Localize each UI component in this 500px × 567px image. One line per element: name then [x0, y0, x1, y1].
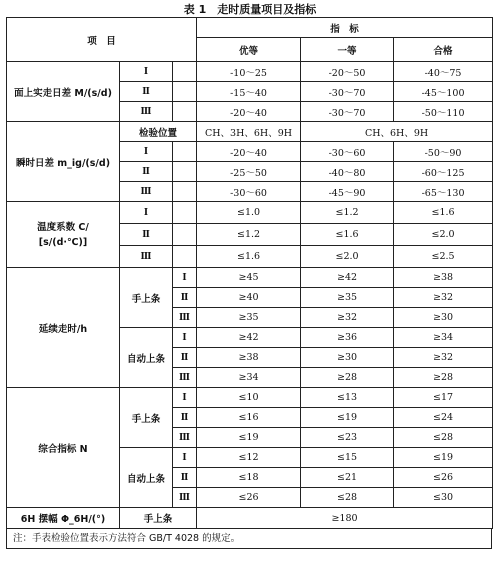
table-cell: ≤1.6	[301, 224, 394, 246]
header-item: 项 目	[7, 18, 197, 62]
position-rest: CH、6H、9H	[301, 122, 493, 142]
table-cell: ≥42	[197, 328, 301, 348]
grade-label: Ⅰ	[173, 328, 197, 348]
table-cell: -20～50	[301, 62, 394, 82]
table-title: 表 1 走时质量项目及指标	[183, 3, 317, 16]
table-cell: ≥32	[394, 288, 493, 308]
quality-table	[6, 17, 493, 529]
table-cell: -45～90	[301, 182, 394, 202]
overall-index-label: 综合指标 N	[7, 388, 120, 508]
grade-label: Ⅱ	[173, 408, 197, 428]
grade-label: Ⅱ	[120, 162, 173, 182]
table-cell: -30～60	[301, 142, 394, 162]
table-cell: ≥35	[197, 308, 301, 328]
table-cell: ≤1.0	[197, 202, 301, 224]
manual-winding-label: 手上条	[120, 388, 173, 448]
table-cell: ≤30	[394, 488, 493, 508]
table-cell: ≥45	[197, 268, 301, 288]
table-cell: ≥32	[394, 348, 493, 368]
manual-winding-label: 手上条	[120, 268, 173, 328]
table-row	[7, 62, 493, 82]
temperature-label-line2: [s/(d·℃)]	[38, 236, 88, 248]
table-cell: -60～125	[394, 162, 493, 182]
table-cell: ≥35	[301, 288, 394, 308]
table-cell: ≥28	[394, 368, 493, 388]
table-cell: -40～75	[394, 62, 493, 82]
table-cell: ≥38	[394, 268, 493, 288]
table-cell: ≤13	[301, 388, 394, 408]
blank-cell	[173, 162, 197, 182]
table-cell: ≤2.5	[394, 246, 493, 268]
temperature-label-line1: 温度系数 C/	[37, 221, 89, 233]
grade-label: Ⅰ	[120, 62, 173, 82]
table-cell: ≤15	[301, 448, 394, 468]
table-cell: ≤18	[197, 468, 301, 488]
table-cell: ≤1.6	[197, 246, 301, 268]
table-cell: -30～70	[301, 102, 394, 122]
blank-cell	[173, 82, 197, 102]
grade-label: Ⅱ	[120, 82, 173, 102]
amplitude-label: 6H 摆幅 Φ_6H/(°)	[7, 508, 120, 529]
table-cell: -20～40	[197, 142, 301, 162]
table-cell: ≥30	[301, 348, 394, 368]
grade-label: Ⅲ	[173, 368, 197, 388]
grade-label: Ⅱ	[173, 288, 197, 308]
power-reserve-label: 延续走时/h	[7, 268, 120, 388]
table-cell: -50～110	[394, 102, 493, 122]
table-cell: -50～90	[394, 142, 493, 162]
position-label: 检验位置	[120, 122, 197, 142]
grade-label: Ⅱ	[173, 468, 197, 488]
table-cell: ≥38	[197, 348, 301, 368]
blank-cell	[173, 246, 197, 268]
grade-label: Ⅲ	[120, 102, 173, 122]
grade-label: Ⅲ	[173, 488, 197, 508]
table-cell: ≤2.0	[301, 246, 394, 268]
table-cell: ≤1.2	[197, 224, 301, 246]
table-cell: ≥30	[394, 308, 493, 328]
table-cell: ≤19	[197, 428, 301, 448]
table-cell: ≥40	[197, 288, 301, 308]
grade-label: Ⅰ	[173, 448, 197, 468]
instant-rate-label: 瞬时日差 m_ig/(s/d)	[7, 122, 120, 202]
table-cell: ≥28	[301, 368, 394, 388]
grade-label: Ⅰ	[120, 202, 173, 224]
table-cell: ≤28	[394, 428, 493, 448]
table-row	[7, 388, 493, 408]
table-cell: ≤1.2	[301, 202, 394, 224]
daily-rate-label: 面上实走日差 M/(s/d)	[7, 62, 120, 122]
table-cell: ≤12	[197, 448, 301, 468]
blank-cell	[173, 62, 197, 82]
table-cell: ≤23	[301, 428, 394, 448]
auto-winding-label: 自动上条	[120, 448, 173, 508]
table-cell: ≥34	[394, 328, 493, 348]
grade-label: Ⅲ	[173, 308, 197, 328]
table-cell: ≤24	[394, 408, 493, 428]
blank-cell	[173, 182, 197, 202]
grade-label: Ⅲ	[173, 428, 197, 448]
header-row	[7, 18, 493, 38]
grade-label: Ⅲ	[120, 182, 173, 202]
table-row	[7, 268, 493, 288]
table-row	[7, 122, 493, 142]
blank-cell	[173, 102, 197, 122]
grade-label: Ⅰ	[120, 142, 173, 162]
table-cell: -15～40	[197, 82, 301, 102]
table-cell: -10～25	[197, 62, 301, 82]
table-row	[7, 202, 493, 224]
table-cell: ≥32	[301, 308, 394, 328]
table-cell: ≤16	[197, 408, 301, 428]
table-cell: ≥42	[301, 268, 394, 288]
grade-label: Ⅲ	[120, 246, 173, 268]
table-cell: ≥36	[301, 328, 394, 348]
amplitude-value: ≥180	[197, 508, 493, 529]
table-cell: -30～70	[301, 82, 394, 102]
table-cell: ≥34	[197, 368, 301, 388]
table-cell: -45～100	[394, 82, 493, 102]
table-note: 注：手表检验位置表示方法符合 GB/T 4028 的规定。	[6, 529, 492, 549]
blank-cell	[173, 202, 197, 224]
table-cell: ≤26	[197, 488, 301, 508]
table-cell: ≤10	[197, 388, 301, 408]
header-grade-pass: 合格	[394, 38, 493, 62]
auto-winding-label: 自动上条	[120, 328, 173, 388]
table-cell: ≤28	[301, 488, 394, 508]
table-cell: ≤26	[394, 468, 493, 488]
header-indicator: 指 标	[197, 18, 493, 38]
table-cell: -65～130	[394, 182, 493, 202]
temperature-label	[7, 202, 120, 268]
table-row	[7, 508, 493, 529]
table-cell: -25～50	[197, 162, 301, 182]
table-cell: ≤19	[394, 448, 493, 468]
table-cell: ≤17	[394, 388, 493, 408]
table-cell: ≤1.6	[394, 202, 493, 224]
position-first: CH、3H、6H、9H	[197, 122, 301, 142]
grade-label: Ⅰ	[173, 268, 197, 288]
table-cell: ≤2.0	[394, 224, 493, 246]
header-grade-first: 一等	[301, 38, 394, 62]
grade-label: Ⅰ	[173, 388, 197, 408]
amplitude-winding: 手上条	[120, 508, 197, 529]
table-cell: -30～60	[197, 182, 301, 202]
blank-cell	[173, 224, 197, 246]
table-cell: -20～40	[197, 102, 301, 122]
table-cell: ≤21	[301, 468, 394, 488]
grade-label: Ⅱ	[173, 348, 197, 368]
table-cell: ≤19	[301, 408, 394, 428]
grade-label: Ⅱ	[120, 224, 173, 246]
table-cell: -40～80	[301, 162, 394, 182]
blank-cell	[173, 142, 197, 162]
header-grade-excellent: 优等	[197, 38, 301, 62]
